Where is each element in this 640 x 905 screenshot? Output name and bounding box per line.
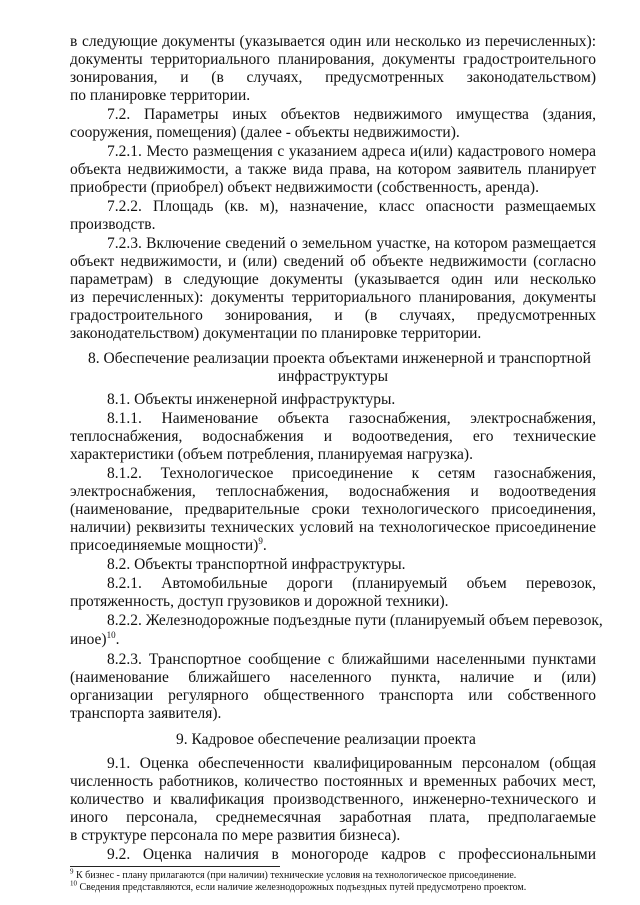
footnote-text: Сведения представляются, если наличие железнодорожных подъездных путей предусмотрено проектом. xyxy=(77,882,527,893)
text-line: организации регулярного общественного транспорта или собственного xyxy=(70,687,596,704)
text-line: (наименование ближайшего населенного пункта, наличие и (или) xyxy=(70,669,596,686)
text-line: в следующие документы (указывается один или несколько из перечисленных): xyxy=(70,33,596,50)
text-line: из перечисленных): документы территориального планирования, документы xyxy=(70,289,596,306)
text-span: иное) xyxy=(70,631,107,648)
paragraph-7-2-2: 7.2.2. Площадь (кв. м), назначение, класс опасности размещаемых xyxy=(107,198,596,215)
text-line: производств. xyxy=(70,216,156,233)
footnote-10 xyxy=(70,879,527,894)
paragraph-8-1: 8.1. Объекты инженерной инфраструктуры. xyxy=(107,391,396,408)
text-line: приобрести (приобрел) объект недвижимости (собственность, аренда). xyxy=(70,179,539,196)
text-line: (наименование, предварительные сроки технологического присоединения, xyxy=(70,501,596,518)
paragraph-7-2-3: 7.2.3. Включение сведений о земельном участке, на котором размещается xyxy=(107,235,596,252)
text-line: зонирования, и (в случаях, предусмотренных законодательством) xyxy=(70,69,596,86)
text-line: законодательством) документации по планировке территории. xyxy=(70,325,482,342)
text-line: объекта недвижимости, а также вида права, на котором заявитель планирует xyxy=(70,161,596,178)
paragraph-7-2: 7.2. Параметры иных объектов недвижимого имущества (здания, xyxy=(107,106,596,123)
text-line: иного персонала, среднемесячная заработная плата, предполагаемые xyxy=(70,809,596,826)
text-line: протяженность, доступ грузовиков и дорожной техники). xyxy=(70,593,449,610)
paragraph-8-2-3: 8.2.3. Транспортное сообщение с ближайшими населенными пунктами xyxy=(107,651,596,668)
text-line: объект недвижимости, и (или) сведений об объекте недвижимости (согласно xyxy=(70,253,596,270)
text-line: документы территориального планирования, документы градостроительного xyxy=(70,51,596,68)
footnote-separator xyxy=(70,866,280,867)
text-line: в структуре персонала по мере развития бизнеса). xyxy=(70,827,401,844)
punctuation: . xyxy=(115,631,120,648)
text-span: присоединяемые мощности) xyxy=(70,537,259,554)
text-line: количество и квалификация производственного, инженерно-технического и xyxy=(70,791,596,808)
footnote-ref-10[interactable]: 10 xyxy=(106,629,116,640)
footnote-9 xyxy=(70,867,517,882)
footnote-number: 9 xyxy=(70,867,74,876)
paragraph-8-1-1: 8.1.1. Наименование объекта газоснабжения, электроснабжения, xyxy=(107,410,596,427)
paragraph-9-1: 9.1. Оценка обеспеченности квалифицированным персоналом (общая xyxy=(107,755,596,772)
paragraph-8-2-1: 8.2.1. Автомобильные дороги (планируемый объем перевозок, xyxy=(107,575,596,592)
section-8-heading: 8. Обеспечение реализации проекта объектами инженерной и транспортной xyxy=(88,350,591,367)
footnote-number: 10 xyxy=(70,879,77,888)
footnote-text: К бизнес - плану прилагаются (при наличии) технические условия на технологическое присоединение. xyxy=(73,870,517,881)
section-9-heading: 9. Кадровое обеспечение реализации проекта xyxy=(176,731,476,748)
footnote-ref-9[interactable]: 9 xyxy=(258,535,263,546)
text-line: численность работников, количество постоянных и временных рабочих мест, xyxy=(70,773,596,790)
section-8-heading-cont: инфраструктуры xyxy=(277,368,389,385)
text-line: градостроительного зонирования, и (в случаях, предусмотренных xyxy=(70,307,596,324)
paragraph-7-2-1: 7.2.1. Место размещения с указанием адреса и(или) кадастрового номера xyxy=(107,143,596,160)
paragraph-8-2: 8.2. Объекты транспортной инфраструктуры. xyxy=(107,556,406,573)
punctuation: . xyxy=(262,537,267,554)
text-line: сооружения, помещения) (далее - объекты недвижимости). xyxy=(70,124,460,141)
text-line: характеристики (объем потребления, планируемая нагрузка). xyxy=(70,446,473,463)
text-line-with-footnote xyxy=(70,631,119,649)
paragraph-8-2-2: 8.2.2. Железнодорожные подъездные пути (планируемый объем перевозок, xyxy=(107,612,603,629)
text-line: наличии) реквизиты технических условий на технологическое присоединение xyxy=(70,519,596,536)
paragraph-9-2: 9.2. Оценка наличия в моногороде кадров с профессиональными xyxy=(107,846,596,863)
text-line-with-footnote xyxy=(70,537,267,555)
text-line: параметрам) в следующие документы (указывается один или несколько xyxy=(70,271,596,288)
text-line: электроснабжения, теплоснабжения, водоснабжения и водоотведения xyxy=(70,483,596,500)
text-line: транспорта заявителя). xyxy=(70,705,222,722)
paragraph-8-1-2: 8.1.2. Технологическое присоединение к сетям газоснабжения, xyxy=(107,465,596,482)
text-line: по планировке территории. xyxy=(70,87,251,104)
text-line: теплоснабжения, водоснабжения и водоотведения, его технические xyxy=(70,428,596,445)
